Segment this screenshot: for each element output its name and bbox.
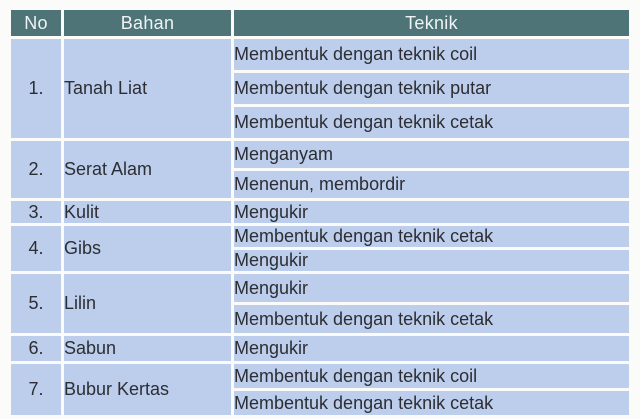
table-row [11,336,629,361]
materials-techniques-table [8,7,632,418]
teknik-cell: Mengukir [234,274,629,302]
table-row [11,39,629,70]
teknik-cell: Mengukir [234,201,629,223]
bahan-cell: Gibs [64,226,231,271]
row-number: 6. [11,336,61,361]
bahan-cell: Serat Alam [64,141,231,198]
table-row [11,274,629,302]
teknik-cell: Mengukir [234,336,629,361]
table-row [11,201,629,223]
teknik-cell: Membentuk dengan teknik cetak [234,305,629,333]
row-number: 1. [11,39,61,138]
teknik-cell: Membentuk dengan teknik cetak [234,226,629,247]
table-row [11,141,629,168]
teknik-cell: Membentuk dengan teknik putar [234,73,629,104]
bahan-cell: Bubur Kertas [64,364,231,415]
bahan-cell: Lilin [64,274,231,333]
teknik-cell: Mengukir [234,250,629,271]
row-number: 3. [11,201,61,223]
column-header-teknik: Teknik [234,10,629,36]
row-number: 2. [11,141,61,198]
bahan-cell: Sabun [64,336,231,361]
row-number: 4. [11,226,61,271]
row-number: 7. [11,364,61,415]
row-number: 5. [11,274,61,333]
table-row [11,226,629,247]
teknik-cell: Menenun, membordir [234,171,629,198]
teknik-cell: Menganyam [234,141,629,168]
column-header-bahan: Bahan [64,10,231,36]
teknik-cell: Membentuk dengan teknik coil [234,39,629,70]
column-header-no: No [11,10,61,36]
teknik-cell: Membentuk dengan teknik coil [234,364,629,388]
table-header-row [11,10,629,36]
teknik-cell: Membentuk dengan teknik cetak [234,107,629,138]
bahan-cell: Tanah Liat [64,39,231,138]
teknik-cell: Membentuk dengan teknik cetak [234,391,629,415]
bahan-cell: Kulit [64,201,231,223]
table-row [11,364,629,388]
